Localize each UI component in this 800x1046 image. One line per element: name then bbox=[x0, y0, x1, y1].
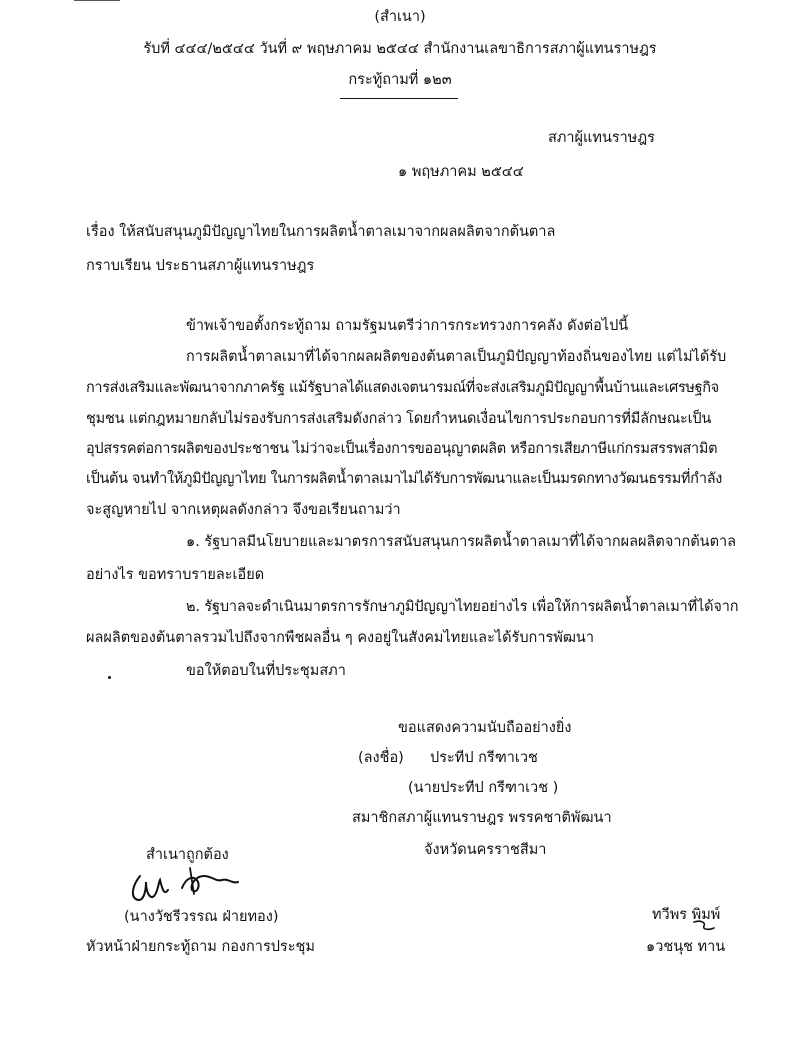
letter-subject: เรื่อง ให้สนับสนุนภูมิปัญญาไทยในการผลิตน้ำตาลเมาจากผลผลิตจากต้นตาล bbox=[86, 224, 556, 240]
letter-place: สภาผู้แทนราษฎร bbox=[548, 130, 655, 146]
body-line: ชุมชน แต่กฎหมายกลับไม่รองรับการส่งเสริมดังกล่าว โดยกำหนดเงื่อนไขการประกอบการที่มีลักษณะเป็น bbox=[86, 411, 712, 427]
question-2: ๒. รัฐบาลจะดำเนินมาตรการรักษาภูมิปัญญาไทยอย่างไร เพื่อให้การผลิตน้ำตาลเมาที่ได้จาก bbox=[186, 599, 739, 615]
stray-mark bbox=[108, 676, 111, 679]
top-edge-mark bbox=[74, 0, 120, 1]
body-line: จะสูญหายไป จากเหตุผลดังกล่าว จึงขอเรียนถามว่า bbox=[86, 502, 401, 518]
letter-salutation: กราบเรียน ประธานสภาผู้แทนราษฎร bbox=[86, 258, 315, 274]
received-line: รับที่ ๔๔๔/๒๕๔๔ วันที่ ๙ พฤษภาคม ๒๕๔๔ สำนักงานเลขาธิการสภาผู้แทนราษฎร bbox=[143, 41, 657, 57]
body-line: อุปสรรคต่อการผลิตของประชาชน ไม่ว่าจะเป็นเรื่องการขออนุญาตผลิต หรือการเสียภาษีแก่กรมสรรพสามิต bbox=[86, 441, 718, 457]
body-line: เป็นต้น จนทำให้ภูมิปัญญาไทย ในการผลิตน้ำตาลเมาไม่ได้รับการพัฒนาและเป็นมรดกทางวัฒนธรรมที่กำลัง bbox=[86, 471, 722, 487]
handwritten-signature bbox=[124, 858, 264, 908]
letter-date: ๑ พฤษภาคม ๒๕๔๔ bbox=[398, 164, 524, 180]
certifier-name: (นางวัชรีวรรณ ฝ่ายทอง) bbox=[124, 909, 279, 925]
answer-request: ขอให้ตอบในที่ประชุมสภา bbox=[186, 663, 346, 679]
checked-by: ๑วชนุช ทาน bbox=[646, 939, 726, 955]
province: จังหวัดนครราชสีมา bbox=[424, 842, 547, 858]
signed-label: (ลงชื่อ) bbox=[358, 750, 404, 766]
full-name: (นายประทีป กรีฑาเวช ) bbox=[408, 780, 559, 796]
typed-by: ทวีพร พิมพ์ bbox=[652, 907, 721, 923]
position: สมาชิกสภาผู้แทนราษฎร พรรคชาติพัฒนา bbox=[352, 810, 612, 826]
signed-name: ประทีป กรีฑาเวช bbox=[430, 750, 538, 766]
copy-mark: (สำเนา) bbox=[374, 9, 426, 25]
certified-label: สำเนาถูกต้อง bbox=[146, 847, 229, 863]
question-number: กระทู้ถามที่ ๑๒๓ bbox=[348, 72, 452, 88]
body-line: ข้าพเจ้าขอตั้งกระทู้ถาม ถามรัฐมนตรีว่าการกระทรวงการคลัง ดังต่อไปนี้ bbox=[186, 318, 629, 334]
question-2-cont: ผลผลิตของต้นตาลรวมไปถึงจากพืชผลอื่น ๆ คงอยู่ในสังคมไทยและได้รับการพัฒนา bbox=[86, 630, 594, 646]
question-1-cont: อย่างไร ขอทราบรายละเอียด bbox=[86, 567, 265, 583]
header-divider bbox=[340, 98, 458, 99]
body-line: การผลิตน้ำตาลเมาที่ได้จากผลผลิตของต้นตาลเป็นภูมิปัญญาท้องถิ่นของไทย แต่ไม่ได้รับ bbox=[186, 349, 727, 365]
question-1: ๑. รัฐบาลมีนโยบายและมาตรการสนับสนุนการผลิตน้ำตาลเมาที่ได้จากผลผลิตจากต้นตาล bbox=[186, 534, 737, 550]
certifier-title: หัวหน้าฝ่ายกระทู้ถาม กองการประชุม bbox=[86, 939, 315, 955]
closing-respect: ขอแสดงความนับถืออย่างยิ่ง bbox=[398, 720, 572, 736]
initials-mark bbox=[690, 918, 720, 934]
body-line: การส่งเสริมและพัฒนาจากภาครัฐ แม้รัฐบาลได้แสดงเจตนารมณ์ที่จะส่งเสริมภูมิปัญญาพื้นบ้านและเศรษฐกิจ bbox=[86, 380, 719, 396]
